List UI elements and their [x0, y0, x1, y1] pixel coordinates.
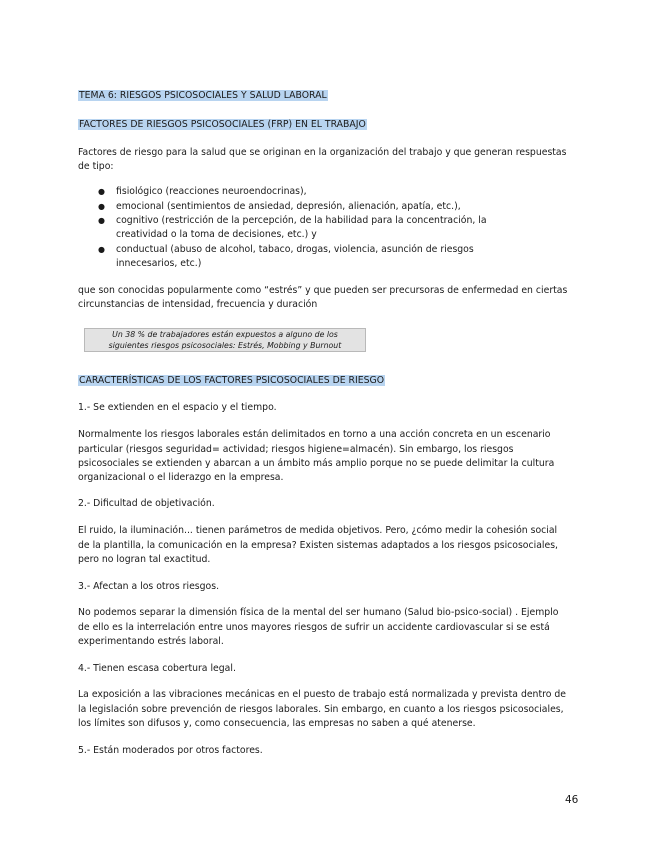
- point-2-text: de la plantilla, la comunicación en la empresa? Existen sistemas adaptados a los riesgos psicosociales,: [78, 540, 558, 551]
- stress-text-line-2: circunstancias de intensidad, frecuencia y duración: [78, 299, 318, 310]
- point-3-text: No podemos separar la dimensión física de la mental del ser humano (Salud bio-psico-social) . Ejemplo: [78, 607, 559, 618]
- point-2-text: pero no logran tal exactitud.: [78, 554, 211, 565]
- point-1-text: particular (riesgos seguridad= actividad; riesgos higiene=almacén). Sin embargo, los riesgos: [78, 444, 514, 455]
- point-4-text: La exposición a las vibraciones mecánicas en el puesto de trabajo está normalizada y prevista dentro de: [78, 689, 566, 700]
- point-4-text: la legislación sobre prevención de riesgos laborales. Sin embargo, en cuanto a los riesgos psicosociales,: [78, 704, 564, 715]
- point-4-text: los límites son difusos y, como consecuencia, las empresas no saben a qué atenerse.: [78, 718, 476, 729]
- stress-text-line-1: que son conocidas popularmente como “estrés” y que pueden ser precursoras de enfermedad en ciertas: [78, 285, 568, 296]
- bullet-item: fisiológico (reacciones neuroendocrinas),: [116, 186, 307, 197]
- point-2-heading: 2.- Dificultad de objetivación.: [78, 498, 215, 509]
- point-2-text: El ruido, la iluminación... tienen parámetros de medida objetivos. Pero, ¿cómo medir la cohesión social: [78, 525, 558, 536]
- callout-line-2: siguientes riesgos psicosociales: Estrés, Mobbing y Burnout: [108, 341, 342, 350]
- point-1-heading: 1.- Se extienden en el espacio y el tiempo.: [78, 402, 277, 413]
- point-3-text: experimentando estrés laboral.: [78, 636, 224, 647]
- page-title: [78, 89, 328, 102]
- bullet-item-continuation: innecesarios, etc.): [116, 258, 202, 269]
- point-3-text: de ello es la interrelación entre unos mayores riesgos de sufrir un accidente cardiovascular si se está: [78, 622, 550, 633]
- title-highlight: TEMA 6: RIESGOS PSICOSOCIALES Y SALUD LABORAL: [79, 90, 327, 101]
- section-heading-frp: [78, 118, 367, 131]
- callout-line-1: Un 38 % de trabajadores están expuestos a alguno de los: [112, 330, 338, 339]
- page-number: 46: [565, 794, 579, 806]
- point-5-heading: 5.- Están moderados por otros factores.: [78, 745, 263, 756]
- bullet-item: conductual (abuso de alcohol, tabaco, drogas, violencia, asunción de riesgos: [116, 244, 474, 255]
- bullet-dot-icon: ●: [98, 216, 105, 225]
- point-3-heading: 3.- Afectan a los otros riesgos.: [78, 581, 220, 592]
- intro-line-1: Factores de riesgo para la salud que se originan en la organización del trabajo y que generan respuestas: [78, 147, 567, 158]
- statistic-callout: [84, 328, 366, 352]
- point-1-text: Normalmente los riesgos laborales están delimitados en torno a una acción concreta en un escenario: [78, 429, 551, 440]
- bullet-dot-icon: ●: [98, 202, 105, 211]
- bullet-dot-icon: ●: [98, 187, 105, 196]
- bullet-item-continuation: creatividad o la toma de decisiones, etc.) y: [116, 229, 317, 240]
- section-highlight: FACTORES DE RIESGOS PSICOSOCIALES (FRP) EN EL TRABAJO: [79, 119, 366, 130]
- point-4-heading: 4.- Tienen escasa cobertura legal.: [78, 663, 236, 674]
- section-highlight: CARACTERÍSTICAS DE LOS FACTORES PSICOSOCIALES DE RIESGO: [79, 375, 385, 386]
- bullet-item: cognitivo (restricción de la percepción, de la habilidad para la concentración, la: [116, 215, 487, 226]
- intro-line-2: de tipo:: [78, 161, 114, 172]
- bullet-item: emocional (sentimientos de ansiedad, depresión, alienación, apatía, etc.),: [116, 201, 461, 212]
- section-heading-characteristics: [78, 374, 385, 387]
- point-1-text: psicosociales se extienden y abarcan a un ámbito más amplio porque no se puede delimitar la cultura: [78, 458, 555, 469]
- bullet-dot-icon: ●: [98, 245, 105, 254]
- point-1-text: organizacional o el liderazgo en la empresa.: [78, 472, 284, 483]
